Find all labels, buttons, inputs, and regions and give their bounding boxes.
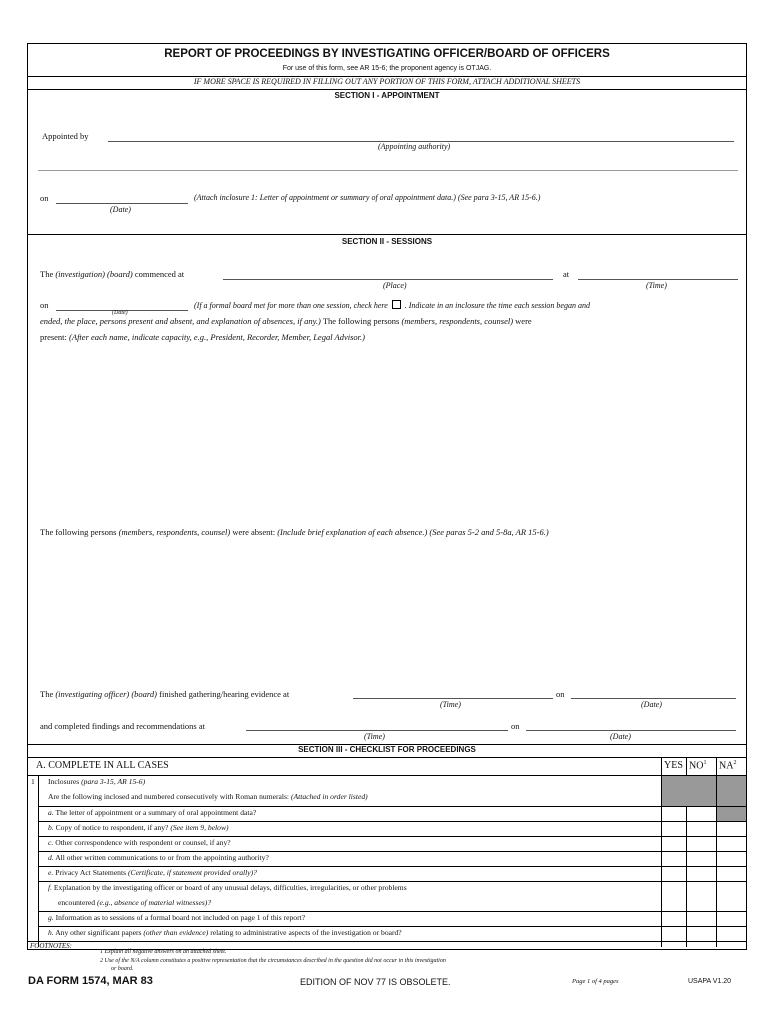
text: ended, the place, persons present and absent, and explanation of absences, if any.) (40, 316, 321, 326)
text: commenced at (134, 269, 185, 279)
form-id: DA FORM 1574, MAR 83 (28, 975, 153, 987)
space-notice: IF MORE SPACE IS REQUIRED IN FILLING OUT ANY PORTION OF THIS FORM, ATTACH ADDITIONAL SHEETS (193, 77, 581, 86)
text: (members, respondents, counsel) (401, 316, 514, 326)
section-2-heading: SECTION II - SESSIONS (341, 237, 433, 246)
divider (28, 775, 746, 776)
section-3-heading: SECTION III - CHECKLIST FOR PROCEEDINGS (298, 745, 476, 754)
at-label: at (563, 269, 570, 279)
finished-date-caption: (Date) (641, 700, 662, 709)
place-field[interactable] (223, 279, 553, 280)
sessions-line-2 (194, 300, 590, 310)
row-letter: g. (48, 913, 54, 922)
footnote-marker: 2 (733, 760, 737, 766)
row-text: Explanation by the investigating officer or board of any unusual delays, difficulties, irregularities, or other problems (53, 883, 407, 892)
row-text: relating to administrative aspects of the investigation or board? (210, 928, 402, 937)
checklist-row-b (48, 823, 229, 832)
row-text: encountered (58, 898, 96, 907)
checklist-row-g (48, 913, 305, 922)
checklist-row-e (48, 868, 257, 877)
shaded-cell (717, 776, 746, 822)
completed-date-caption: (Date) (610, 732, 631, 741)
row-text: Other correspondence with respondent or counsel, if any? (55, 838, 231, 847)
divider (38, 851, 746, 852)
row-letter: b. (48, 823, 54, 832)
divider (38, 881, 746, 882)
text: (After each name, indicate capacity, e.g., President, Recorder, Member, Legal Advisor.) (69, 332, 365, 342)
footnote-text: Use of the N/A column constitutes a positive representation that the circumstances described in the question did not occur in this investigation (104, 958, 446, 964)
divider (38, 775, 39, 947)
section-1-heading: SECTION I - APPOINTMENT (334, 91, 440, 100)
row-letter: d. (48, 853, 54, 862)
completed-time-field[interactable] (246, 730, 508, 731)
divider (28, 89, 746, 90)
divider (28, 757, 746, 758)
footnote-text: Explain all negative answers on an attached sheet. (104, 949, 227, 955)
row-text: Privacy Act Statements (55, 868, 127, 877)
checklist-row-h (48, 928, 402, 937)
row-text: The letter of appointment or a summary of oral appointment data? (55, 808, 257, 817)
divider (38, 866, 746, 867)
no-column-header (689, 760, 706, 771)
text: (investigation) (board) (55, 269, 133, 279)
persons-absent-area[interactable] (40, 544, 734, 684)
completed-label: and completed findings and recommendations at (40, 721, 205, 731)
sessions-line-3 (40, 316, 532, 326)
sessions-line-4 (40, 332, 365, 342)
checklist-row-d (48, 853, 269, 862)
row-letter: a. (48, 808, 54, 817)
text: NA (719, 760, 734, 772)
row-text: All other written communications to or from the appointing authority? (55, 853, 269, 862)
item-question (48, 792, 368, 801)
absent-line (40, 527, 549, 537)
row-letter: c. (48, 838, 54, 847)
appointed-by-label: Appointed by (42, 131, 89, 141)
checklist-row-f (48, 883, 407, 892)
divider (38, 926, 746, 927)
na-column-header (719, 760, 736, 771)
edition-note: EDITION OF NOV 77 IS OBSOLETE. (300, 977, 451, 987)
completed-date-field[interactable] (526, 730, 736, 731)
text: The (40, 689, 54, 699)
row-letter: h. (48, 928, 54, 937)
text: . Indicate in an inclosure the time each session began and (404, 301, 590, 310)
row-note: (See item 9, below) (170, 823, 229, 832)
text: (If a formal board met for more than one session, check here (194, 301, 388, 310)
appointment-on-label: on (40, 193, 49, 203)
finished-date-field[interactable] (571, 698, 736, 699)
text: finished gathering/hearing evidence at (159, 689, 290, 699)
divider (38, 836, 746, 837)
appointing-authority-caption: (Appointing authority) (378, 142, 451, 151)
text: (para 3-15, AR 15-6) (81, 777, 146, 786)
date-caption-small: (Date) (112, 310, 128, 316)
row-text: Any other significant papers (55, 928, 142, 937)
finished-time-caption: (Time) (440, 700, 461, 709)
divider (28, 234, 746, 235)
row-note: (e.g., absence of material witnesses)? (97, 898, 212, 907)
persons-present-area[interactable] (40, 349, 734, 519)
text: present: (40, 332, 67, 342)
text: NO (689, 760, 704, 772)
finished-time-field[interactable] (353, 698, 553, 699)
text: (members, respondents, counsel) (118, 527, 231, 537)
text: (Attached in order listed) (290, 792, 368, 801)
footnote-2-cont: or board. (111, 966, 134, 972)
sessions-on-label: on (40, 300, 49, 310)
row-text: Copy of notice to respondent, if any? (55, 823, 169, 832)
attach-note: (Attach inclosure 1: Letter of appointment or summary of oral appointment data.) (See para 3-15, AR 15-6.) (194, 193, 541, 202)
shaded-cell (662, 776, 716, 806)
checklist-row-c (48, 838, 231, 847)
footnotes-label: FOOTNOTES: (30, 942, 73, 950)
row-letter: e. (48, 868, 54, 877)
row-note: (other than evidence) (143, 928, 209, 937)
text: The (40, 269, 54, 279)
version: USAPA V1.20 (688, 978, 732, 985)
row-text: Information as to sessions of a formal board not included on page 1 of this report? (55, 913, 306, 922)
completed-time-caption: (Time) (364, 732, 385, 741)
finished-on-label: on (556, 689, 565, 699)
divider (38, 170, 738, 171)
place-caption: (Place) (383, 281, 407, 290)
checklist-row-a (48, 808, 256, 817)
item-inclosures (48, 777, 145, 786)
completed-on-label: on (511, 721, 520, 731)
part-a-heading: A. COMPLETE IN ALL CASES (36, 760, 169, 771)
form-title: REPORT OF PROCEEDINGS BY INVESTIGATING OFFICER/BOARD OF OFFICERS (164, 48, 610, 60)
checklist-row-f-cont (58, 898, 211, 907)
footnote-marker: 1 (703, 760, 707, 766)
text: (investigating officer) (board) (55, 689, 158, 699)
divider (28, 941, 746, 942)
text: Are the following inclosed and numbered consecutively with Roman numerals: (48, 792, 290, 801)
row-note: (Certificate, if statement provided orally)? (127, 868, 257, 877)
yes-column-header: YES (664, 760, 683, 771)
divider (38, 911, 746, 912)
footnote-1 (100, 949, 226, 955)
divider (38, 806, 746, 807)
form-border (27, 43, 747, 950)
footnote-2 (100, 958, 446, 964)
item-number: 1 (31, 777, 35, 786)
footnote-number: 1 (100, 949, 103, 955)
text: were absent: (232, 527, 276, 537)
date-caption: (Date) (110, 205, 131, 214)
sessions-line-1 (40, 269, 184, 279)
text: The following persons (322, 316, 400, 326)
multiple-sessions-checkbox[interactable] (392, 300, 401, 309)
time-field[interactable] (578, 279, 738, 280)
page-number: Page 1 of 4 pages (572, 978, 619, 985)
text: (Include brief explanation of each absence.) (See paras 5-2 and 5-8a, AR 15-6.) (277, 527, 549, 537)
text: Inclosures (48, 777, 80, 786)
text: were (515, 316, 532, 326)
appointment-date-field[interactable] (56, 203, 188, 204)
finished-line (40, 689, 289, 699)
form-subtitle: For use of this form, see AR 15-6; the proponent agency is OTJAG. (282, 65, 492, 72)
row-letter: f. (48, 883, 53, 892)
time-caption: (Time) (646, 281, 667, 290)
footnote-number: 2 (100, 958, 103, 964)
text: The following persons (40, 527, 117, 537)
divider (38, 821, 746, 822)
